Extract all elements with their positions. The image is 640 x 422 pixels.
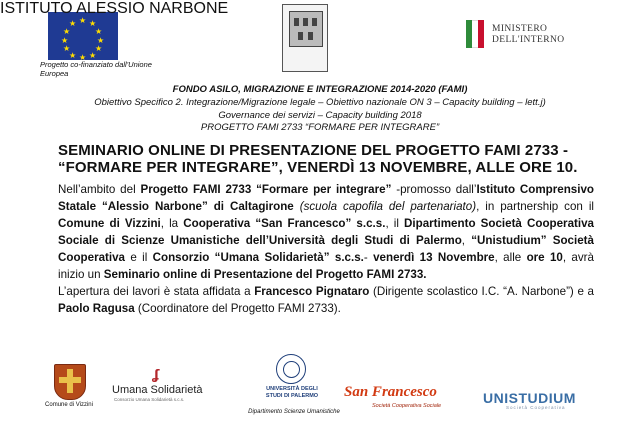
paragraph-1: Nell’ambito del Progetto FAMI 2733 “Formare per integrare” -promosso dall’Istituto Comprensivo Statale “Alessio Narbone” di Caltagirone (scuola capofila del partenariato), in partnership con il Comune di Vizzini, la Cooperativa “San Francesco” s.c.s., il Dipartimento Società Cooperativa Sociale di Scienze Umanistiche dell’Università degli Studi di Palermo, “Unistudium” Società Cooperativa e il Consorzio “Umana Solidarietà” s.c.s.- venerdì 13 Novembre, alle ore 10, avrà inizio un Seminario online di Presentazione del Progetto FAMI 2733. bbox=[58, 183, 594, 281]
san-francesco-subtitle: Società Cooperativa Sociale bbox=[372, 403, 442, 409]
governance-line: Governance dei servizi – Capacity building 2018 bbox=[218, 110, 422, 121]
project-line: PROGETTO FAMI 2733 “FORMARE PER INTEGRARE” bbox=[200, 122, 440, 133]
umana-solidarieta-subtitle: Consorzio Umana Solidarietà s.c.s. bbox=[114, 397, 185, 402]
paragraph-2: L’apertura dei lavori è stata affidata a Francesco Pignataro (Dirigente scolastico I.C. “A. Narbone”) e a Paolo Ragusa (Coordinatore del Progetto FAMI 2733). bbox=[58, 285, 594, 315]
fund-title: FONDO ASILO, MIGRAZIONE E INTEGRAZIONE 2014-2020 (FAMI) bbox=[172, 84, 468, 95]
umana-solidarieta-name: Umana Solidarietà bbox=[112, 384, 203, 396]
vizzini-caption: Comune di Vizzini bbox=[45, 402, 93, 408]
san-francesco-logo-text: San Francesco bbox=[344, 384, 437, 400]
unipa-department: Dipartimento Scienze Umanistiche bbox=[248, 409, 340, 415]
announcement-body bbox=[58, 181, 594, 317]
objective-line: Obiettivo Specifico 2. Integrazione/Migrazione legale – Obiettivo nazionale ON 3 – Capacity building – lett.j) bbox=[94, 97, 546, 108]
ministry-name: MINISTERO DELL'INTERNO bbox=[492, 24, 565, 45]
unipa-name: UNIVERSITÀ DEGLI STUDI DI PALERMO bbox=[265, 386, 319, 399]
unistudium-subtitle: Società Cooperativa bbox=[506, 405, 566, 410]
eu-flag-logo: ★ ★ ★ ★ ★ ★ ★ ★ ★ ★ ★ ★ bbox=[48, 12, 118, 60]
school-logo bbox=[282, 4, 328, 72]
unipa-seal-logo bbox=[276, 354, 306, 384]
eu-caption: Progetto co-finanziato dall'Unione Europea bbox=[40, 60, 152, 78]
seminar-title: SEMINARIO ONLINE DI PRESENTAZIONE DEL PROGETTO FAMI 2733 - “FORMARE PER INTEGRARE”, VENERDÌ 13 NOVEMBRE, ALLE ORE 10. bbox=[58, 142, 578, 176]
umana-solidarieta-mark-icon: ʆ bbox=[152, 368, 160, 383]
italian-flag-icon bbox=[466, 20, 484, 48]
unistudium-logo-text: UNISTUDIUM bbox=[483, 390, 576, 406]
school-logo-text: ISTITUTO ALESSIO NARBONE bbox=[0, 0, 229, 17]
vizzini-shield-logo bbox=[54, 364, 86, 400]
